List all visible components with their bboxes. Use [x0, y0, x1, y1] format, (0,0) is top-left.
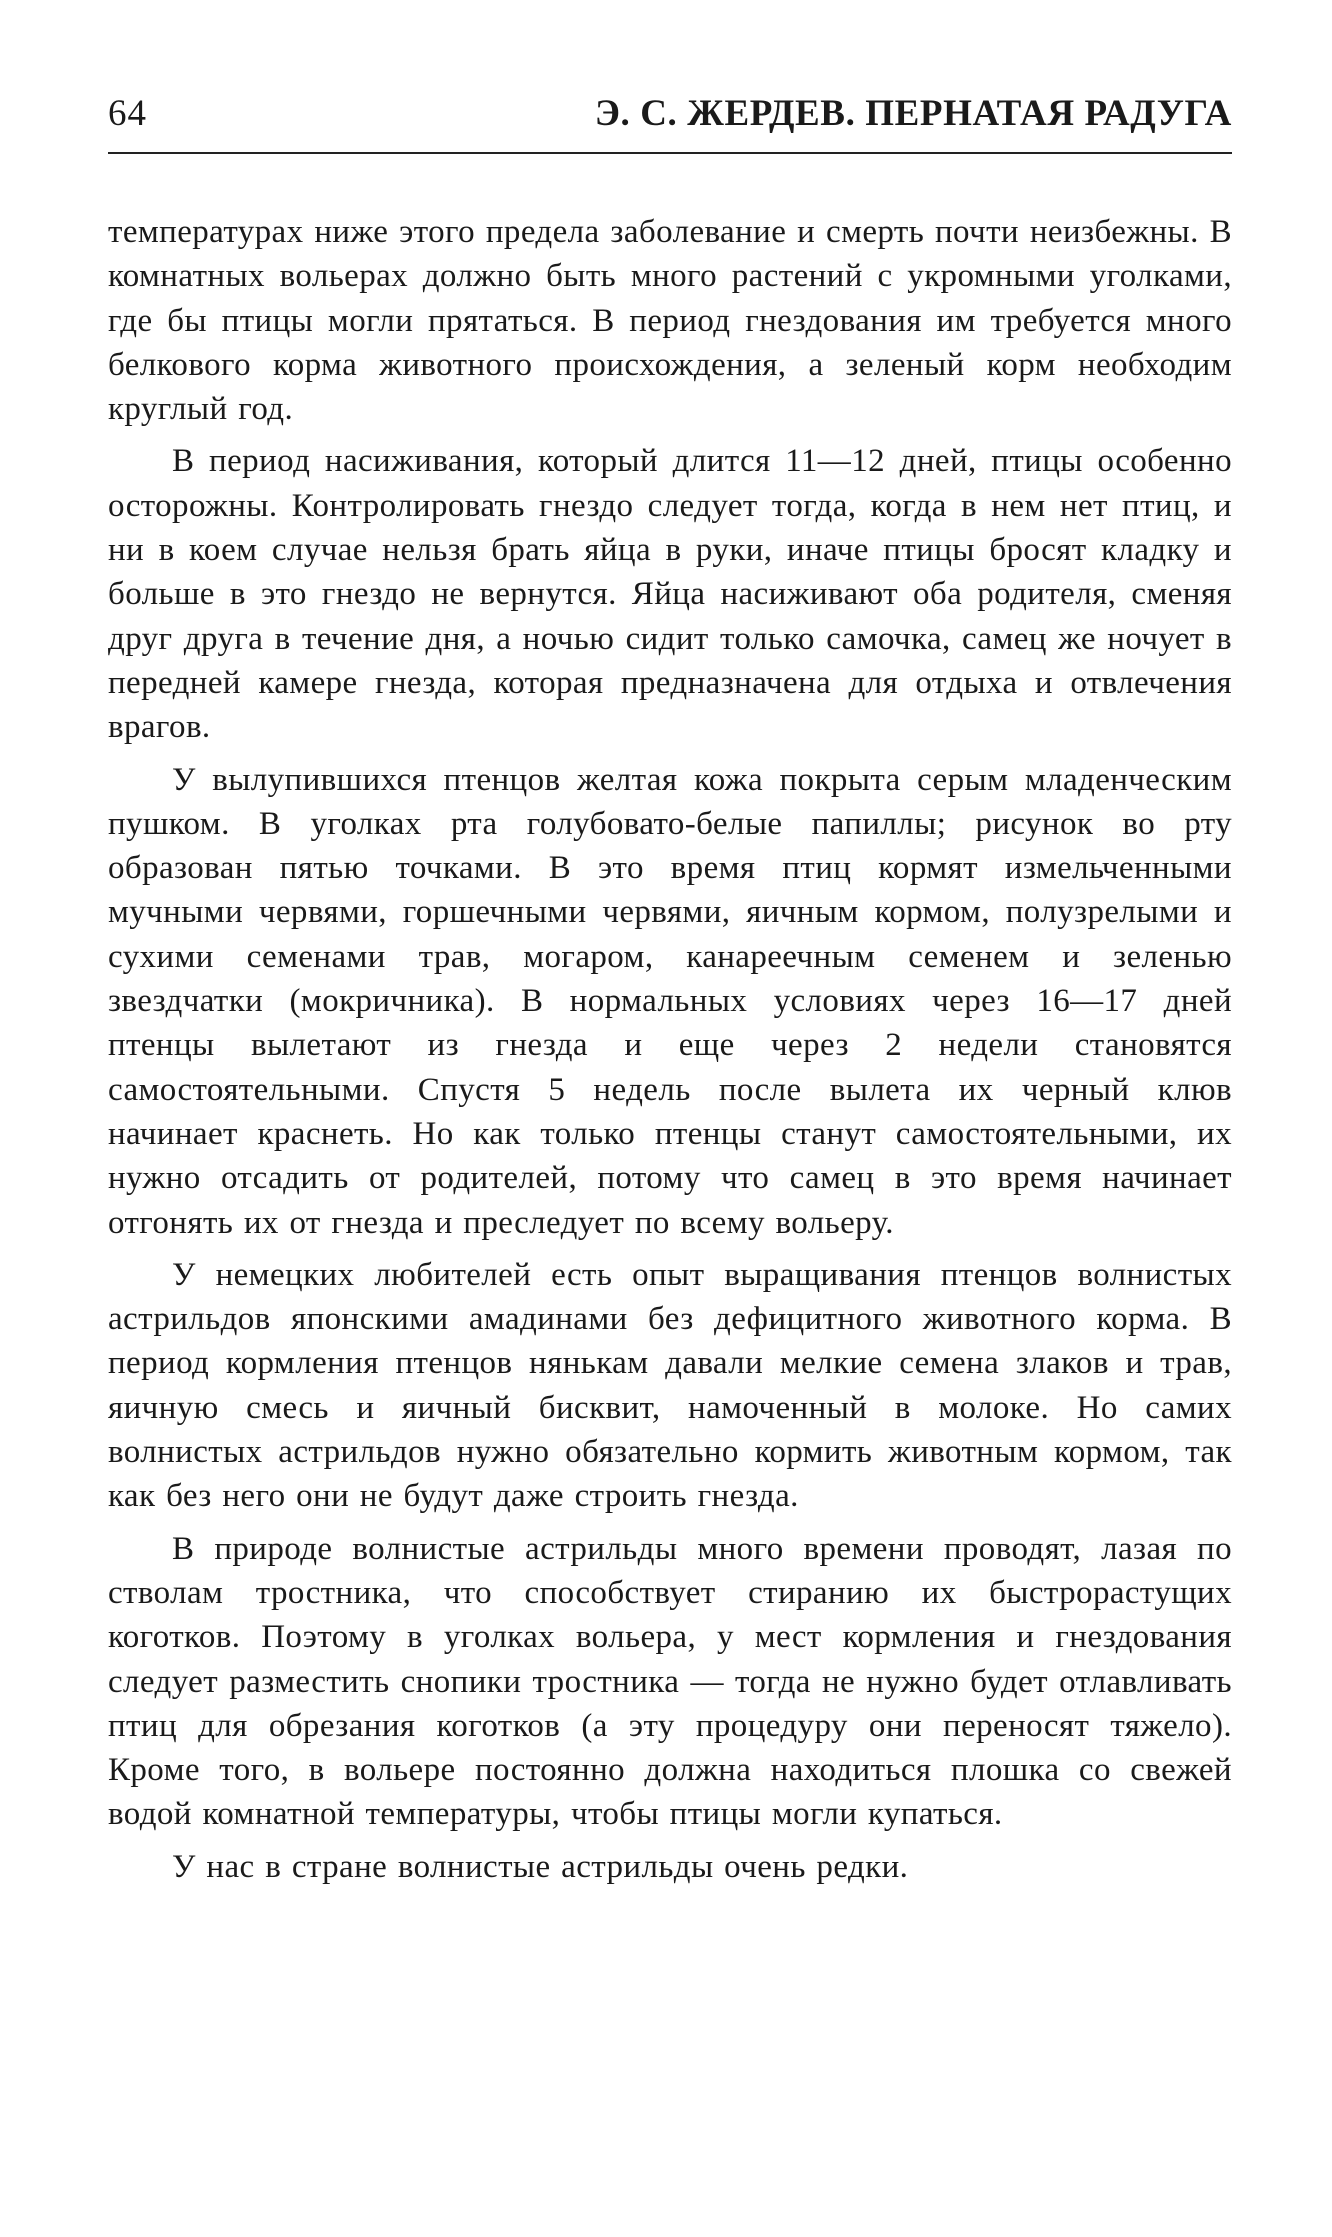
- page-header: [108, 92, 1232, 154]
- paragraph-nature: В природе волнистые астрильды много времени проводят, лазая по стволам тростника, что способствует стиранию их быстрорастущих коготков. Поэтому в уголках вольера, у мест кормления и гнездования следует разместить снопики тростника — тогда не нужно будет отлавливать птиц для обрезания коготков (а эту процедуру они переносят тяжело). Кроме того, в вольере постоянно должна находиться плошка со свежей водой комнатной температуры, чтобы птицы могли купаться.: [108, 1530, 1232, 1833]
- body-text: [108, 210, 1232, 1897]
- paragraph-chicks: У вылупившихся птенцов желтая кожа покрыта серым младенческим пушком. В уголках рта голубовато-белые папиллы; рисунок во рту образован пятью точками. В это время птиц кормят измельченными мучными червями, горшечными червями, яичным кормом, полузрелыми и сухими семенами трав, могаром, канареечным семенем и зеленью звездчатки (мокричника). В нормальных условиях через 16—17 дней птенцы вылетают из гнезда и еще через 2 недели становятся самостоятельными. Спустя 5 недель после вылета их черный клюв начинает краснеть. Но как только птенцы станут самостоятельными, их нужно отсадить от родителей, потому что самец в это время начинает отгонять их от гнезда и преследует по всему вольеру.: [108, 761, 1232, 1241]
- running-title: Э. С. ЖЕРДЕВ. ПЕРНАТАЯ РАДУГА: [594, 93, 1232, 134]
- paragraph-german-breeders: У немецких любителей есть опыт выращивания птенцов волнистых астрильдов японскими амадинами без дефицитного животного корма. В период кормления птенцов нянькам давали мелкие семена злаков и трав, яичную смесь и яичный бисквит, намоченный в молоке. Но самих волнистых астрильдов нужно обязательно кормить животным кормом, так как без него они не будут даже строить гнезда.: [108, 1256, 1232, 1515]
- paragraph-rarity: У нас в стране волнистые астрильды очень редки.: [172, 1848, 909, 1885]
- paragraph-incubation: В период насиживания, который длится 11—12 дней, птицы особенно осторожны. Контролировать гнездо следует тогда, когда в нем нет птиц, и ни в коем случае нельзя брать яйца в руки, иначе птицы бросят кладку и больше в это гнездо не вернутся. Яйца насиживают оба родителя, сменяя друг друга в течение дня, а ночью сидит только самочка, самец же ночует в передней камере гнезда, которая предназначена для отдыха и отвлечения врагов.: [108, 443, 1232, 746]
- paragraph-continued: температурах ниже этого предела заболевание и смерть почти неизбежны. В комнатных вольерах должно быть много растений с укромными уголками, где бы птицы могли прятаться. В период гнездования им требуется много белкового корма животного происхождения, а зеленый корм необходим круглый год.: [108, 214, 1232, 428]
- page-number: 64: [108, 93, 147, 134]
